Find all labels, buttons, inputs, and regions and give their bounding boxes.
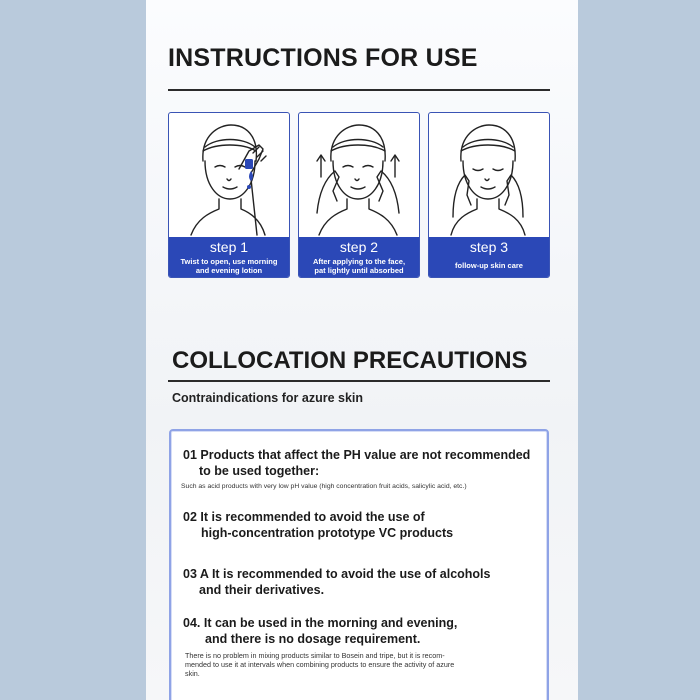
precaution-4-note-line3: skin. — [185, 669, 200, 678]
precaution-4-line2: and there is no dosage requirement. — [205, 632, 421, 646]
step-1-label: step 1 — [209, 239, 249, 255]
precaution-4-note — [185, 651, 454, 678]
instructions-panel — [146, 0, 578, 700]
step-card-3 — [428, 112, 550, 278]
step-2-band — [299, 237, 419, 277]
face-pat-icon — [299, 113, 418, 237]
precautions-box — [169, 429, 549, 700]
precaution-item-1 — [183, 447, 530, 479]
step-3-band — [429, 237, 549, 277]
step-3-label: step 3 — [469, 239, 509, 255]
precaution-3-line2: and their derivatives. — [199, 583, 325, 597]
step-2-label: step 2 — [339, 239, 379, 255]
instructions-title: INSTRUCTIONS FOR USE — [168, 44, 478, 72]
face-twist-icon — [169, 113, 288, 237]
precautions-divider — [168, 380, 550, 382]
step-card-1 — [168, 112, 290, 278]
step-3-text-line1: follow-up skin care — [455, 261, 523, 270]
step-1-band — [169, 237, 289, 277]
precaution-2-line2: high-concentration prototype VC products — [201, 526, 454, 540]
precautions-subtitle: Contraindications for azure skin — [172, 391, 364, 405]
precaution-4-line1: 04. It can be used in the morning and evening, — [183, 616, 458, 630]
title-divider — [168, 89, 550, 91]
precaution-1-line1: 01 Products that affect the PH value are not recommended — [183, 448, 531, 462]
precaution-1-line2: to be used together: — [199, 464, 320, 478]
precaution-item-3 — [183, 566, 490, 598]
precautions-title: COLLOCATION PRECAUTIONS — [172, 347, 528, 374]
step-card-2 — [298, 112, 420, 278]
step-1-text-line1: Twist to open, use morning — [180, 257, 278, 266]
precaution-3-line1: 03 A It is recommended to avoid the use of alcohols — [183, 567, 491, 581]
step-2-text-line1: After applying to the face, — [312, 257, 406, 266]
face-skincare-icon — [429, 113, 548, 237]
precaution-1-note: Such as acid products with very low pH value (high concentration fruit acids, salicylic acid, etc.) — [181, 483, 467, 490]
precaution-2-line1: 02 It is recommended to avoid the use of — [183, 510, 425, 524]
step-1-text-line2: and evening lotion — [195, 266, 263, 275]
step-2-text-line2: pat lightly until absorbed — [314, 266, 404, 275]
precaution-4-note-line1: There is no problem in mixing products similar to Bosein and tripe, but it is recom- — [185, 651, 445, 660]
precaution-item-2 — [183, 509, 453, 541]
precaution-item-4 — [183, 615, 457, 647]
precaution-4-note-line2: mended to use it at intervals when combining products to ensure the activity of azure — [185, 660, 455, 669]
